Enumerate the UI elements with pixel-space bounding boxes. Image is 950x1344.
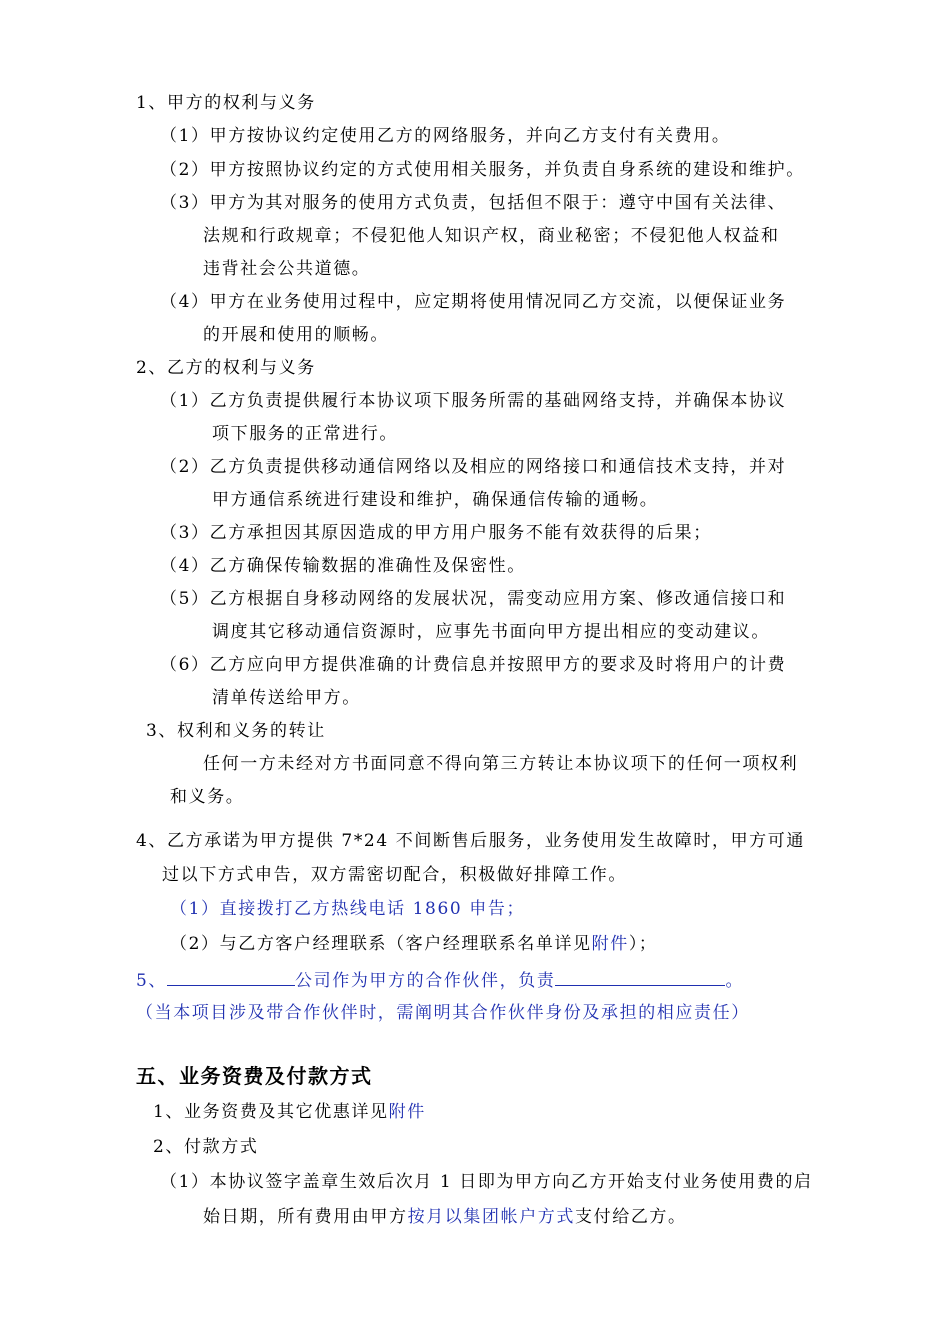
item2-para4: （4）乙方确保传输数据的准确性及保密性。 [160, 556, 526, 576]
item1-para2: （2）甲方按照协议约定的方式使用相关服务，并负责自身系统的建设和维护。 [160, 160, 805, 180]
item5-prefix: 5、 [136, 971, 168, 991]
section5-heading: 五、业务资费及付款方式 [136, 1064, 373, 1088]
attachment-link[interactable]: 附件 [591, 934, 629, 954]
item3-body-line2: 和义务。 [170, 787, 245, 807]
item2-title: 2、乙方的权利与义务 [136, 358, 316, 378]
section5-para1-line2 [203, 1206, 687, 1228]
item2-para5-line2: 调度其它移动通信资源时，应事先书面向甲方提出相应的变动建议。 [212, 622, 770, 642]
item1-para1: （1）甲方按协议约定使用乙方的网络服务，并向乙方支付有关费用。 [160, 126, 731, 146]
section5-para1-line2-suffix: 支付给乙方。 [575, 1207, 687, 1227]
item5-line [136, 968, 744, 992]
item4-option1: （1）直接拨打乙方热线电话 1860 申告； [170, 899, 526, 919]
item2-para1-line1: （1）乙方负责提供履行本协议项下服务所需的基础网络支持，并确保本协议 [160, 391, 787, 411]
item4-body-line1: 4、乙方承诺为甲方提供 7*24 不间断售后服务，业务使用发生故障时，甲方可通 [136, 831, 805, 851]
partner-company-blank[interactable] [167, 968, 295, 986]
item1-para3-line1: （3）甲方为其对服务的使用方式负责，包括但不限于：遵守中国有关法律、 [160, 193, 787, 213]
item3-title: 3、权利和义务的转让 [146, 721, 326, 741]
item1-para4-line1: （4）甲方在业务使用过程中，应定期将使用情况同乙方交流，以便保证业务 [160, 292, 787, 312]
section5-item1-prefix: 1、业务资费及其它优惠详见 [153, 1102, 389, 1122]
item1-para3-line3: 违背社会公共道德。 [203, 259, 371, 279]
item4-body-line2: 过以下方式申告，双方需密切配合，积极做好排障工作。 [162, 865, 627, 885]
item1-para4-line2: 的开展和使用的顺畅。 [203, 325, 389, 345]
section5-para1-line1: （1）本协议签字盖章生效后次月 1 日即为甲方向乙方开始支付业务使用费的启 [160, 1172, 813, 1192]
item3-body-line1: 任何一方未经对方书面同意不得向第三方转让本协议项下的任何一项权利 [203, 754, 799, 774]
item2-para3: （3）乙方承担因其原因造成的甲方用户服务不能有效获得的后果； [160, 523, 712, 543]
section5-attachment-link[interactable]: 附件 [388, 1102, 426, 1122]
item4-option2-suffix: ）； [628, 934, 658, 954]
partner-responsibility-blank[interactable] [555, 968, 725, 986]
section5-item2-title: 2、付款方式 [153, 1137, 259, 1157]
item5-note: （当本项目涉及带合作伙伴时，需阐明其合作伙伴身份及承担的相应责任） [136, 1003, 750, 1023]
payment-method-link[interactable]: 按月以集团帐户方式 [407, 1207, 576, 1227]
item1-para3-line2: 法规和行政规章；不侵犯他人知识产权，商业秘密；不侵犯他人权益和 [203, 226, 780, 246]
item4-option2-prefix: （2）与乙方客户经理联系（客户经理联系名单详见 [170, 934, 592, 954]
item2-para6-line1: （6）乙方应向甲方提供准确的计费信息并按照甲方的要求及时将用户的计费 [160, 655, 787, 675]
item4-option2 [170, 933, 658, 955]
item1-title: 1、甲方的权利与义务 [136, 93, 316, 113]
section5-item1 [153, 1101, 426, 1123]
item2-para6-line2: 清单传送给甲方。 [212, 688, 361, 708]
item2-para2-line1: （2）乙方负责提供移动通信网络以及相应的网络接口和通信技术支持，并对 [160, 457, 787, 477]
item5-suffix: 。 [725, 971, 745, 991]
item2-para5-line1: （5）乙方根据自身移动网络的发展状况，需变动应用方案、修改通信接口和 [160, 589, 787, 609]
item2-para1-line2: 项下服务的正常进行。 [212, 424, 398, 444]
item2-para2-line2: 甲方通信系统进行建设和维护，确保通信传输的通畅。 [212, 490, 659, 510]
item5-middle: 公司作为甲方的合作伙伴，负责 [295, 971, 556, 991]
section5-para1-line2-prefix: 始日期，所有费用由甲方 [203, 1207, 408, 1227]
